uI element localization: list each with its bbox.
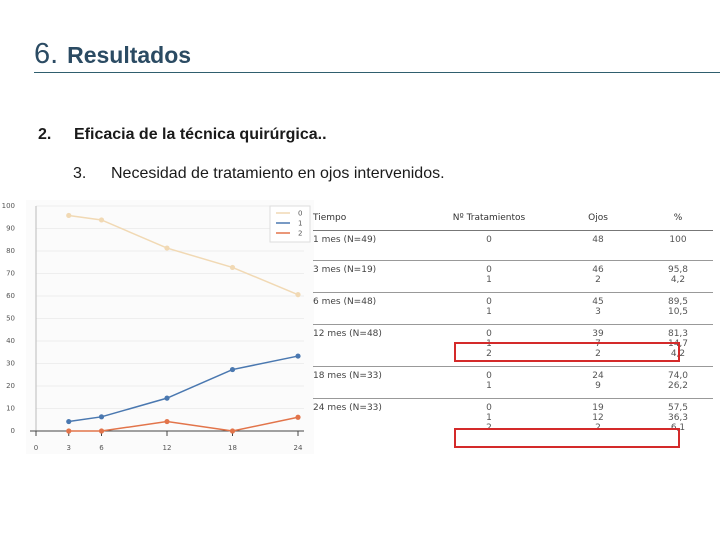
section-title: Resultados — [67, 42, 192, 68]
y-tick-label: 80 — [6, 247, 15, 255]
list-text: Eficacia de la técnica quirúrgica.. — [74, 126, 327, 143]
data-point-2 — [99, 428, 104, 433]
cell-tiempo: 18 mes (N=33) — [313, 367, 425, 399]
cell-value: 36,3 — [667, 413, 689, 423]
cell-value: 1 — [486, 339, 492, 349]
legend-box — [270, 206, 310, 242]
cell-value: 2 — [486, 349, 492, 359]
cell-value: 10,5 — [667, 307, 689, 317]
cell-tiempo: 3 mes (N=19) — [313, 261, 425, 293]
list-number: 2. — [38, 126, 52, 143]
cell-value: 2 — [595, 349, 601, 359]
cell-value: 95,8 — [667, 265, 689, 275]
data-point-1 — [230, 367, 235, 372]
highlight-box-12-meses — [454, 342, 680, 362]
results-table — [313, 206, 713, 441]
cell-value: 1 — [486, 307, 492, 317]
y-tick-label: 10 — [6, 404, 15, 413]
x-tick-label: 24 — [293, 444, 303, 452]
table-row — [313, 367, 713, 399]
cell-value: 7 — [595, 339, 601, 349]
sublist-number: 3. — [73, 165, 87, 182]
data-point-0 — [164, 245, 169, 250]
cell-value: 2 — [595, 423, 601, 433]
data-point-2 — [295, 415, 300, 420]
cell-tiempo: 6 mes (N=48) — [313, 293, 425, 325]
header-tiempo: Tiempo — [313, 206, 425, 231]
cell-tiempo: 12 mes (N=48) — [313, 325, 425, 367]
cell-tratamientos — [425, 261, 553, 293]
data-point-1 — [66, 419, 71, 424]
x-tick-label: 12 — [162, 444, 172, 452]
header-pct: % — [643, 206, 713, 231]
y-tick-label: 20 — [6, 382, 15, 390]
data-point-2 — [164, 419, 169, 424]
cell-value: 100 — [669, 235, 687, 245]
cell-value: 4,2 — [670, 275, 686, 285]
legend-label-1: 1 — [298, 219, 303, 228]
cell-value: 9 — [595, 381, 601, 391]
sublist-text: Necesidad de tratamiento en ojos intervenidos. — [111, 165, 445, 182]
cell-value: 39 — [592, 329, 604, 339]
cell-tiempo: 24 mes (N=33) — [313, 403, 382, 413]
cell-value: 24 — [592, 371, 604, 381]
y-tick-label: 60 — [6, 292, 15, 300]
data-point-1 — [295, 353, 300, 358]
cell-pct — [643, 293, 713, 325]
y-tick-label: 50 — [6, 314, 15, 323]
cell-value: 4,2 — [670, 349, 686, 359]
table-header-row — [313, 206, 713, 231]
cell-ojos — [553, 367, 643, 399]
data-point-2 — [230, 428, 235, 433]
y-tick-label: 40 — [6, 337, 15, 345]
cell-ojos — [553, 231, 643, 261]
cell-value: 2 — [486, 423, 492, 433]
section-number: 6. — [34, 38, 59, 70]
cell-tratamientos — [425, 367, 553, 399]
data-point-0 — [295, 292, 300, 297]
data-point-0 — [66, 213, 71, 218]
cell-value: 0 — [486, 371, 492, 381]
y-tick-label: 0 — [10, 427, 15, 435]
cell-ojos — [553, 293, 643, 325]
y-tick-label: 100 — [1, 202, 15, 210]
cell-value: 57,5 — [667, 403, 689, 413]
cell-value: 0 — [486, 329, 492, 339]
cell-value: 1 — [486, 275, 492, 285]
cell-value: 19 — [592, 403, 604, 413]
y-tick-label: 90 — [6, 224, 15, 233]
cell-value: 89,5 — [667, 297, 689, 307]
cell-value: 2 — [595, 275, 601, 285]
cell-pct — [643, 367, 713, 399]
data-point-1 — [99, 414, 104, 419]
cell-tiempo: 1 mes (N=49) — [313, 231, 425, 261]
x-tick-label: 18 — [228, 444, 237, 452]
cell-value: 3 — [595, 307, 601, 317]
x-tick-label: 6 — [99, 444, 104, 452]
cell-value: 81,3 — [667, 329, 689, 339]
cell-value: 0 — [486, 235, 492, 245]
table-row — [313, 293, 713, 325]
data-point-0 — [99, 217, 104, 222]
cell-value: 1 — [486, 381, 492, 391]
legend-label-0: 0 — [298, 209, 303, 218]
y-tick-label: 70 — [6, 269, 15, 278]
cell-ojos — [553, 261, 643, 293]
cell-value: 26,2 — [667, 381, 689, 391]
header-tratamientos: Nº Tratamientos — [425, 206, 553, 231]
table-row — [313, 231, 713, 261]
cell-value: 0 — [486, 297, 492, 307]
cell-tratamientos — [425, 231, 553, 261]
cell-value: 48 — [592, 235, 604, 245]
highlight-box-24-meses — [454, 428, 680, 448]
cell-value: 0 — [486, 265, 492, 275]
cell-value: 0 — [486, 403, 492, 413]
cell-value: 46 — [592, 265, 604, 275]
cell-value: 12 — [592, 413, 604, 423]
cell-pct — [643, 261, 713, 293]
cell-value: 14,7 — [667, 339, 689, 349]
data-point-2 — [66, 428, 71, 433]
table-row — [313, 261, 713, 293]
cell-value: 6,1 — [670, 423, 686, 433]
header-ojos: Ojos — [553, 206, 643, 231]
y-tick-label: 30 — [6, 359, 15, 368]
x-tick-label: 0 — [33, 444, 39, 452]
cell-pct — [643, 231, 713, 261]
cell-value: 74,0 — [667, 371, 689, 381]
legend-label-2: 2 — [298, 229, 303, 238]
cell-tratamientos — [425, 293, 553, 325]
cell-value: 1 — [486, 413, 492, 423]
cell-value: 45 — [592, 297, 604, 307]
x-tick-label: 3 — [66, 444, 71, 452]
data-point-1 — [164, 396, 169, 401]
data-point-0 — [230, 265, 235, 270]
